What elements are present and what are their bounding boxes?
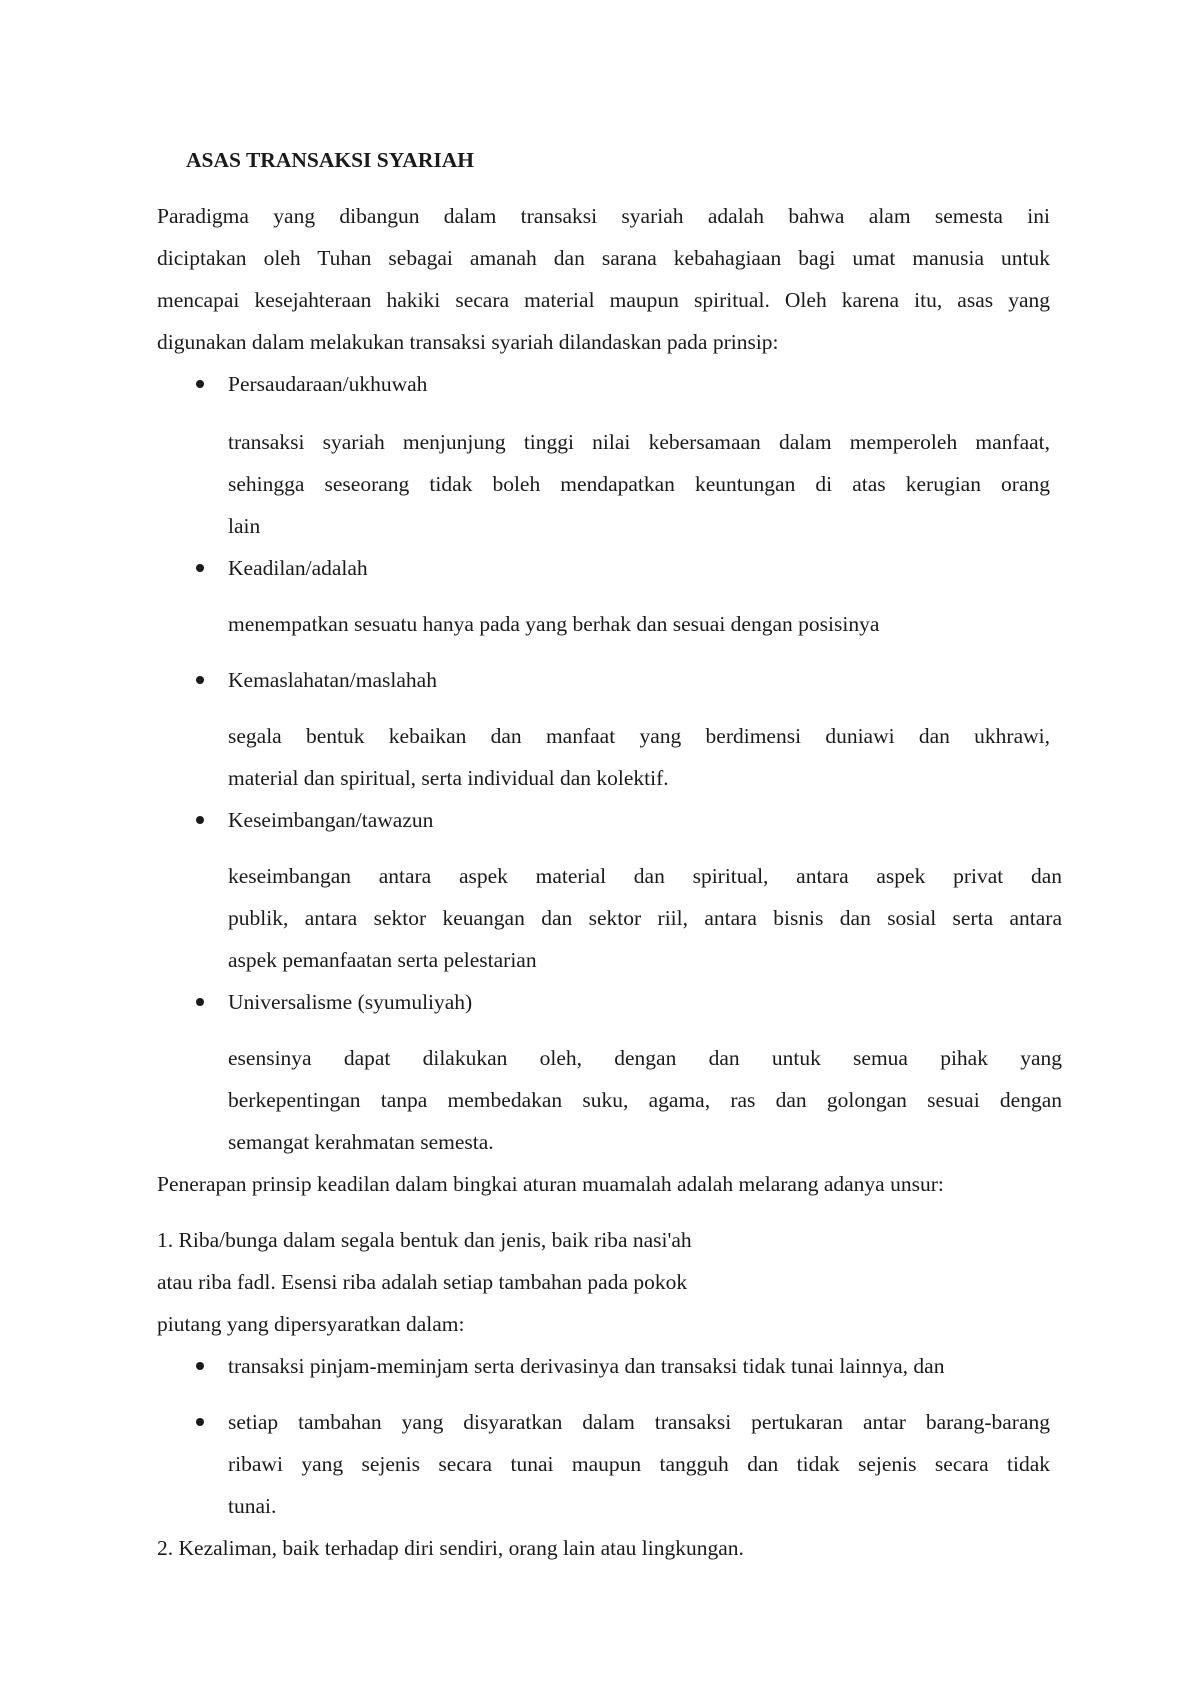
principle-4-desc-2: publik, antara sektor keuangan dan sektor riil, antara bisnis dan sosial serta antara bbox=[228, 906, 1062, 930]
intro-line-2: diciptakan oleh Tuhan sebagai amanah dan sarana kebahagiaan bagi umat manusia untuk bbox=[157, 246, 1050, 270]
riba-item-2-line-2: ribawi yang sejenis secara tunai maupun tangguh dan tidak sejenis secara tidak bbox=[228, 1452, 1050, 1476]
principle-4-desc-3: aspek pemanfaatan serta pelestarian bbox=[228, 948, 537, 972]
document-title: ASAS TRANSAKSI SYARIAH bbox=[186, 148, 474, 172]
principle-5-desc-2: berkepentingan tanpa membedakan suku, agama, ras dan golongan sesuai dengan bbox=[228, 1088, 1062, 1112]
bullet-icon bbox=[196, 564, 204, 572]
intro-line-4: digunakan dalam melakukan transaksi syariah dilandaskan pada prinsip: bbox=[157, 330, 779, 354]
bullet-icon bbox=[196, 1418, 204, 1426]
bullet-icon bbox=[196, 998, 204, 1006]
bullet-icon bbox=[196, 1362, 204, 1370]
principle-1-desc-1: transaksi syariah menjunjung tinggi nilai kebersamaan dalam memperoleh manfaat, bbox=[228, 430, 1050, 454]
principle-3-desc-1: segala bentuk kebaikan dan manfaat yang berdimensi duniawi dan ukhrawi, bbox=[228, 724, 1050, 748]
principle-4-name: Keseimbangan/tawazun bbox=[228, 808, 434, 832]
principle-1-desc-3: lain bbox=[228, 514, 261, 538]
principle-2-name: Keadilan/adalah bbox=[228, 556, 368, 580]
principle-1-name: Persaudaraan/ukhuwah bbox=[228, 372, 428, 396]
bullet-icon bbox=[196, 816, 204, 824]
bullet-icon bbox=[196, 676, 204, 684]
intro-line-1: Paradigma yang dibangun dalam transaksi syariah adalah bahwa alam semesta ini bbox=[157, 204, 1050, 228]
riba-item-2-line-3: tunai. bbox=[228, 1494, 277, 1518]
principle-5-desc-3: semangat kerahmatan semesta. bbox=[228, 1130, 494, 1154]
riba-item-1-line-1: transaksi pinjam-meminjam serta derivasinya dan transaksi tidak tunai lainnya, dan bbox=[228, 1354, 945, 1378]
application-intro: Penerapan prinsip keadilan dalam bingkai aturan muamalah adalah melarang adanya unsur: bbox=[157, 1172, 944, 1196]
riba-line-3: piutang yang dipersyaratkan dalam: bbox=[157, 1312, 465, 1336]
principle-3-name: Kemaslahatan/maslahah bbox=[228, 668, 437, 692]
riba-line-1: 1. Riba/bunga dalam segala bentuk dan jenis, baik riba nasi'ah bbox=[157, 1228, 692, 1252]
riba-item-2-line-1: setiap tambahan yang disyaratkan dalam transaksi pertukaran antar barang-barang bbox=[228, 1410, 1050, 1434]
principle-3-desc-2: material dan spiritual, serta individual dan kolektif. bbox=[228, 766, 669, 790]
principle-4-desc-1: keseimbangan antara aspek material dan spiritual, antara aspek privat dan bbox=[228, 864, 1062, 888]
principle-5-desc-1: esensinya dapat dilakukan oleh, dengan dan untuk semua pihak yang bbox=[228, 1046, 1062, 1070]
principle-5-name: Universalisme (syumuliyah) bbox=[228, 990, 473, 1014]
bullet-icon bbox=[196, 380, 204, 388]
riba-line-2: atau riba fadl. Esensi riba adalah setiap tambahan pada pokok bbox=[157, 1270, 688, 1294]
kezaliman-line: 2. Kezaliman, baik terhadap diri sendiri, orang lain atau lingkungan. bbox=[157, 1536, 744, 1560]
principle-1-desc-2: sehingga seseorang tidak boleh mendapatkan keuntungan di atas kerugian orang bbox=[228, 472, 1050, 496]
principle-2-desc-1: menempatkan sesuatu hanya pada yang berhak dan sesuai dengan posisinya bbox=[228, 612, 880, 636]
intro-line-3: mencapai kesejahteraan hakiki secara material maupun spiritual. Oleh karena itu, asas yang bbox=[157, 288, 1050, 312]
